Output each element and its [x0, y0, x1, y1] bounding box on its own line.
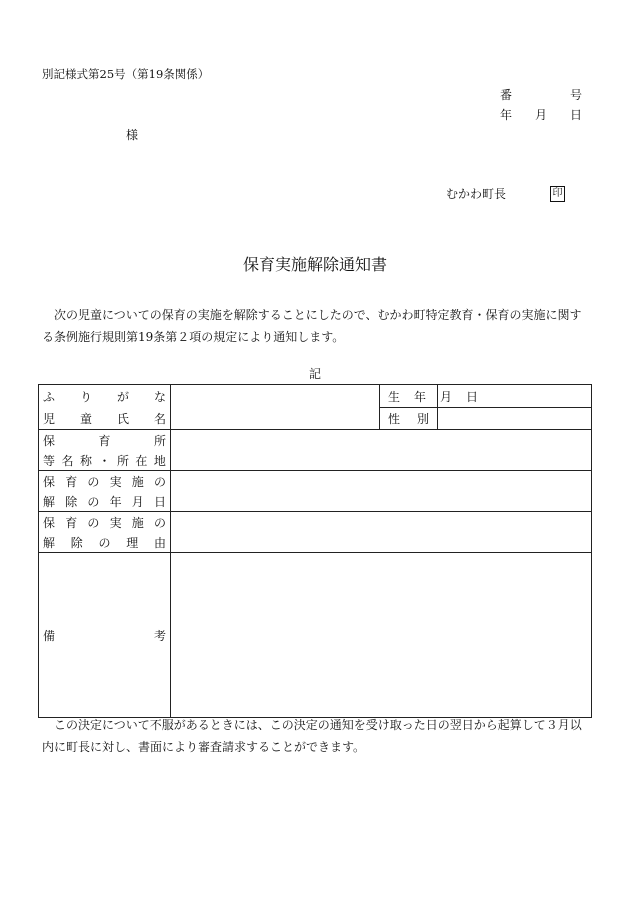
year-label: 年	[500, 108, 513, 122]
notice-form-table	[38, 384, 592, 718]
form-reference: 別記様式第25号（第19条関係）	[42, 67, 210, 81]
document-number-label	[500, 89, 582, 101]
notice-body: 次の児童についての保育の実施を解除することにしたので、むかわ町特定教育・保育の実施に関する条例施行規則第19条第２項の規定により通知します。	[42, 308, 582, 344]
sex-field[interactable]	[438, 408, 592, 430]
child-name-field[interactable]	[171, 385, 380, 430]
remarks-label-cell	[39, 553, 171, 718]
issuer-name: むかわ町長	[446, 187, 507, 201]
appeal-note: この決定について不服があるときには、この決定の通知を受け取った日の翌日から起算して３月以内に町長に対し、書面により審査請求することができます。	[42, 718, 582, 754]
number-label-char: 番	[500, 88, 513, 102]
termination-reason-label-cell: 保 育 の 実 施 の 解 除 の 理 由	[39, 512, 171, 553]
document-title: 保育実施解除通知書	[242, 255, 387, 274]
facility-field[interactable]	[171, 430, 592, 471]
sex-label: 性 別	[380, 408, 438, 430]
ki-heading: 記	[308, 367, 321, 381]
number-label-char: 号	[569, 88, 582, 102]
birthdate-field[interactable]	[438, 385, 592, 408]
date-line	[500, 109, 582, 121]
seal-stamp: 印	[550, 186, 565, 202]
facility-label-cell: 保 育 所 等 名 称 ・ 所 在 地	[39, 430, 171, 471]
addressee-suffix: 様	[126, 128, 139, 142]
termination-reason-field[interactable]	[171, 512, 592, 553]
termination-date-label-cell: 保 育 の 実 施 の 解 除 の 年 月 日	[39, 471, 171, 512]
remarks-field[interactable]	[171, 553, 592, 718]
day-label: 日	[569, 108, 582, 122]
birthdate-label: 生 年 月 日	[380, 385, 438, 408]
remarks-label: 備 考	[43, 628, 166, 643]
termination-date-field[interactable]	[171, 471, 592, 512]
child-name-label: 児 童 氏 名	[43, 411, 166, 426]
furigana-label: ふ り が な	[43, 389, 166, 404]
month-label: 月	[534, 108, 547, 122]
child-name-label-cell	[39, 385, 171, 430]
